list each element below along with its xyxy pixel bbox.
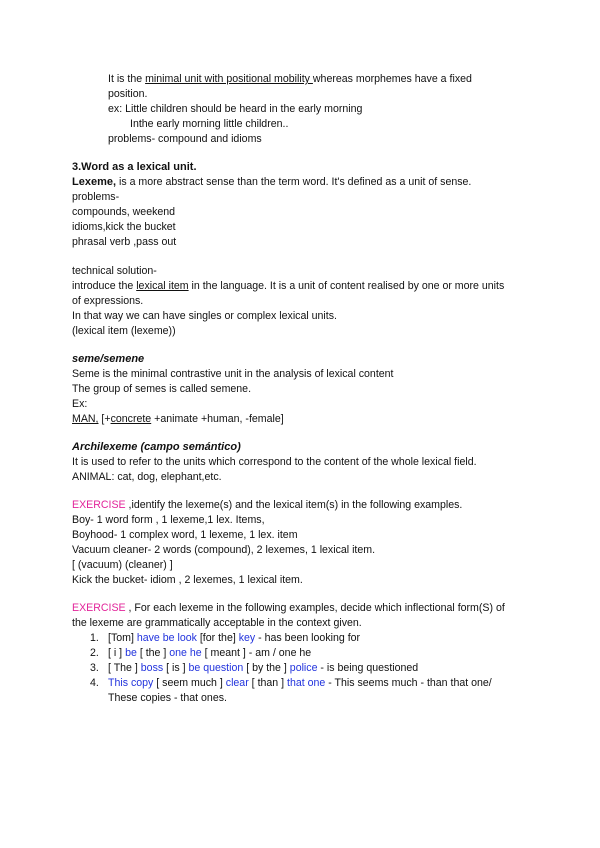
text: [+ bbox=[98, 413, 111, 425]
text: - has been looking for bbox=[255, 632, 361, 644]
blue-text: This copy bbox=[108, 677, 154, 689]
text: whereas morphemes have a fixed bbox=[312, 73, 472, 85]
blue-text: that one bbox=[287, 677, 326, 689]
text: - is being questioned bbox=[317, 662, 419, 674]
text: [ The ] bbox=[108, 662, 141, 674]
lexical-item-intro bbox=[72, 279, 504, 293]
lexical-units-note: In that way we can have singles or complex lexical units. bbox=[72, 310, 337, 322]
underlined-text: lexical item bbox=[136, 280, 189, 292]
underlined-text: MAN, bbox=[72, 413, 99, 425]
text: is a more abstract sense than the term word. It's defined as a unit of sense. bbox=[116, 176, 472, 188]
lexical-item-intro-cont: of expressions. bbox=[72, 295, 144, 307]
intro-line-2: position. bbox=[108, 88, 148, 100]
text: in the language. It is a unit of content realised by one or more units bbox=[188, 280, 505, 292]
exercise-1-line: Kick the bucket- idiom , 2 lexemes, 1 lexical item. bbox=[72, 574, 303, 586]
bold-term: Lexeme, bbox=[72, 176, 117, 188]
exercise-label: EXERCISE bbox=[72, 499, 126, 511]
seme-example bbox=[72, 412, 284, 426]
lexical-item-paren: (lexical item (lexeme)) bbox=[72, 325, 176, 337]
text: [ i ] bbox=[108, 647, 126, 659]
blue-text: key bbox=[238, 632, 256, 644]
seme-line: Seme is the minimal contrastive unit in the analysis of lexical content bbox=[72, 368, 394, 380]
problem-item: idioms,kick the bucket bbox=[72, 221, 176, 233]
list-item bbox=[108, 661, 418, 675]
exercise-1-line: Vacuum cleaner- 2 words (compound), 2 lexemes, 1 lexical item. bbox=[72, 544, 376, 556]
technical-solution: technical solution- bbox=[72, 265, 157, 277]
problems-label: problems- bbox=[72, 191, 120, 203]
lexeme-definition bbox=[72, 175, 471, 189]
blue-text: police bbox=[289, 662, 318, 674]
underlined-text: concrete bbox=[110, 413, 152, 425]
list-item-cont: These copies - that ones. bbox=[108, 692, 227, 704]
exercise-1-line: Boy- 1 word form , 1 lexeme,1 lex. Items, bbox=[72, 514, 265, 526]
intro-example: ex: Little children should be heard in the early morning bbox=[108, 103, 363, 115]
intro-line-1 bbox=[108, 72, 472, 86]
exercise-2-prompt-cont: the lexeme are grammatically acceptable in the context given. bbox=[72, 617, 362, 629]
blue-text: be bbox=[125, 647, 137, 659]
text: [ than ] bbox=[248, 677, 288, 689]
exercise-1-prompt bbox=[72, 498, 462, 512]
text: [for the] bbox=[196, 632, 239, 644]
text: It is the bbox=[108, 73, 146, 85]
intro-problems: problems- compound and idioms bbox=[108, 133, 262, 145]
list-item bbox=[108, 631, 360, 645]
list-item bbox=[108, 646, 311, 660]
text: [ is ] bbox=[163, 662, 189, 674]
section-heading: 3.Word as a lexical unit. bbox=[72, 161, 197, 173]
blue-text: boss bbox=[140, 662, 164, 674]
text: [ meant ] - am / one he bbox=[201, 647, 312, 659]
problem-item: compounds, weekend bbox=[72, 206, 176, 218]
text: introduce the bbox=[72, 280, 137, 292]
seme-line: Ex: bbox=[72, 398, 88, 410]
text: [ by the ] bbox=[243, 662, 290, 674]
text: [ seem much ] bbox=[153, 677, 226, 689]
exercise-2-prompt bbox=[72, 601, 505, 615]
blue-text: be question bbox=[188, 662, 244, 674]
archilexeme-line: It is used to refer to the units which correspond to the content of the whole lexical field. bbox=[72, 456, 477, 468]
list-number: 1. bbox=[90, 632, 99, 644]
intro-example-2: Inthe early morning little children.. bbox=[130, 118, 289, 130]
text: - This seems much - than that one/ bbox=[325, 677, 492, 689]
list-number: 3. bbox=[90, 662, 99, 674]
list-number: 2. bbox=[90, 647, 99, 659]
blue-text: clear bbox=[225, 677, 249, 689]
archilexeme-heading: Archilexeme (campo semántico) bbox=[72, 441, 241, 453]
list-number: 4. bbox=[90, 677, 99, 689]
text: [ the ] bbox=[136, 647, 170, 659]
text: , For each lexeme in the following examples, decide which inflectional form(S) of bbox=[125, 602, 505, 614]
seme-heading: seme/semene bbox=[72, 353, 145, 365]
problem-item: phrasal verb ,pass out bbox=[72, 236, 177, 248]
exercise-label: EXERCISE bbox=[72, 602, 126, 614]
blue-text: have be look bbox=[136, 632, 197, 644]
text: [Tom] bbox=[108, 632, 137, 644]
blue-text: one he bbox=[169, 647, 202, 659]
archilexeme-line: ANIMAL: cat, dog, elephant,etc. bbox=[72, 471, 222, 483]
text: ,identify the lexeme(s) and the lexical item(s) in the following examples. bbox=[125, 499, 463, 511]
exercise-1-line: [ (vacuum) (cleaner) ] bbox=[72, 559, 173, 571]
seme-line: The group of semes is called semene. bbox=[72, 383, 252, 395]
exercise-1-line: Boyhood- 1 complex word, 1 lexeme, 1 lex. item bbox=[72, 529, 298, 541]
underlined-text: minimal unit with positional mobility bbox=[145, 73, 313, 85]
list-item bbox=[108, 676, 492, 690]
text: +animate +human, -female] bbox=[151, 413, 284, 425]
